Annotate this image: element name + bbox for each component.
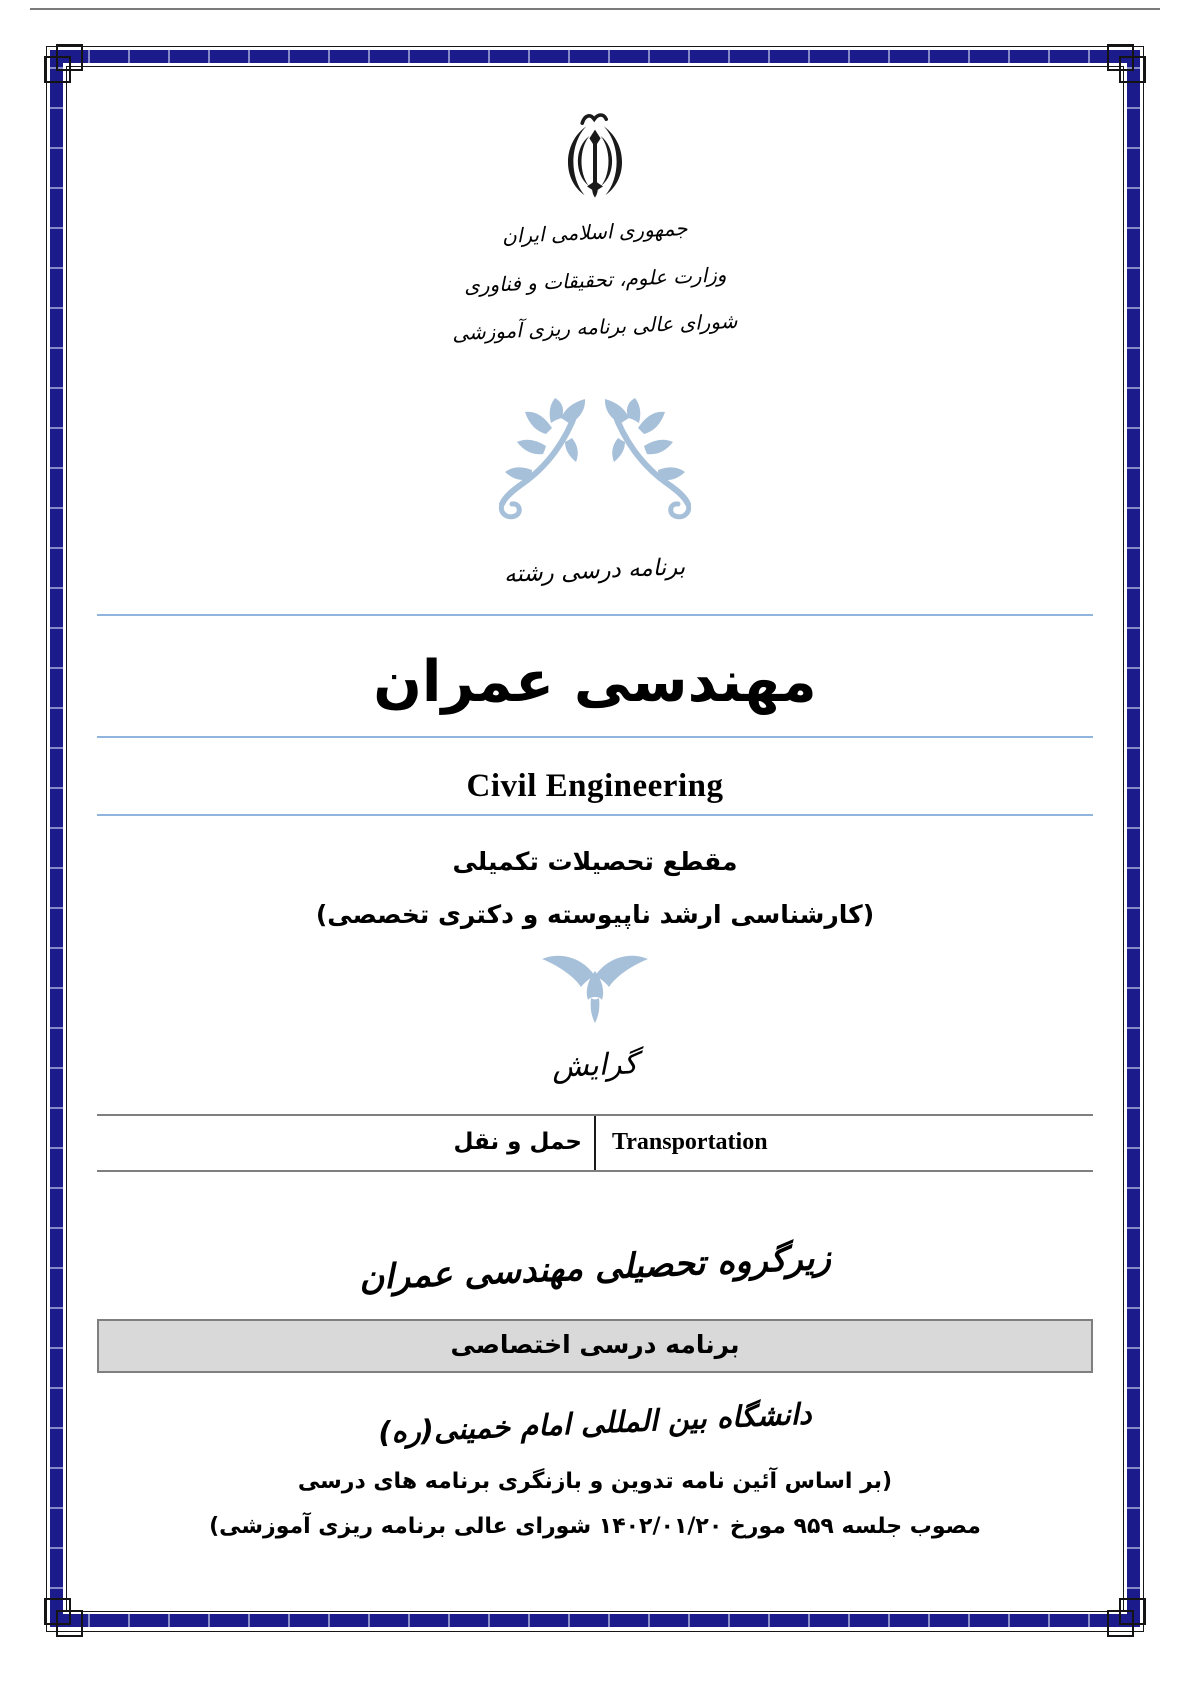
corner-knot-icon <box>44 44 84 84</box>
section-bar <box>97 1319 1093 1373</box>
iran-emblem-icon <box>0 110 1190 210</box>
footnote-line-1: (بر اساس آئین نامه تدوین و بازنگری برنامه های درسی <box>297 1469 893 1494</box>
university-name-text: دانشگاه بین المللی امام خمینی(ره) <box>377 1396 813 1450</box>
orientation-table <box>97 1114 1093 1172</box>
page-title-en: Civil Engineering <box>466 768 724 804</box>
floral-flourish-icon <box>0 396 1190 520</box>
level-line-2: (کارشناسی ارشد ناپیوسته و دکتری تخصصی) <box>315 900 875 929</box>
subgroup-title-text: زیرگروه تحصیلی مهندسی عمران <box>358 1237 832 1299</box>
program-intro-text: برنامه درسی رشته <box>503 554 687 588</box>
footnote-line-2: مصوب جلسه ۹۵۹ مورخ ۱۴۰۲/۰۱/۲۰ شورای عالی برنامه ریزی آموزشی) <box>209 1514 981 1539</box>
org-line-text: جمهوری اسلامی ایران <box>501 215 689 249</box>
page-border-inner <box>66 66 1124 1612</box>
university-name <box>0 1392 1190 1454</box>
corner-knot-icon <box>44 1597 84 1637</box>
org-line-text: شورای عالی برنامه ریزی آموزشی <box>451 308 739 346</box>
top-hairline <box>30 8 1160 10</box>
orientation-label <box>0 1038 1190 1094</box>
separator-line <box>97 614 1093 616</box>
corner-knot-icon <box>1106 1597 1146 1637</box>
org-line-republic <box>0 215 1190 249</box>
page-title-fa: مهندسی عمران <box>373 649 817 715</box>
page-border-band-top <box>50 50 1140 63</box>
subgroup-title <box>0 1232 1190 1304</box>
separator-line <box>97 814 1093 816</box>
orientation-cell-en: Transportation <box>612 1129 768 1155</box>
separator-line <box>97 736 1093 738</box>
small-flourish-icon <box>0 946 1190 1024</box>
program-intro-label <box>0 545 1190 597</box>
org-line-text: وزارت علوم، تحقیقات و فناوری <box>463 262 727 298</box>
orientation-fa-text: حمل و نقل <box>453 1129 582 1155</box>
table-divider <box>594 1116 596 1170</box>
orientation-label-text: گرایش <box>551 1046 639 1085</box>
page-border-band-bottom <box>50 1614 1140 1627</box>
org-line-ministry <box>0 263 1190 297</box>
section-bar-label: برنامه درسی اختصاصی <box>450 1330 740 1359</box>
org-line-council <box>0 310 1190 344</box>
level-line-1: مقطع تحصیلات تکمیلی <box>452 847 738 876</box>
orientation-cell-fa <box>97 1116 588 1169</box>
corner-knot-icon <box>1106 44 1146 84</box>
